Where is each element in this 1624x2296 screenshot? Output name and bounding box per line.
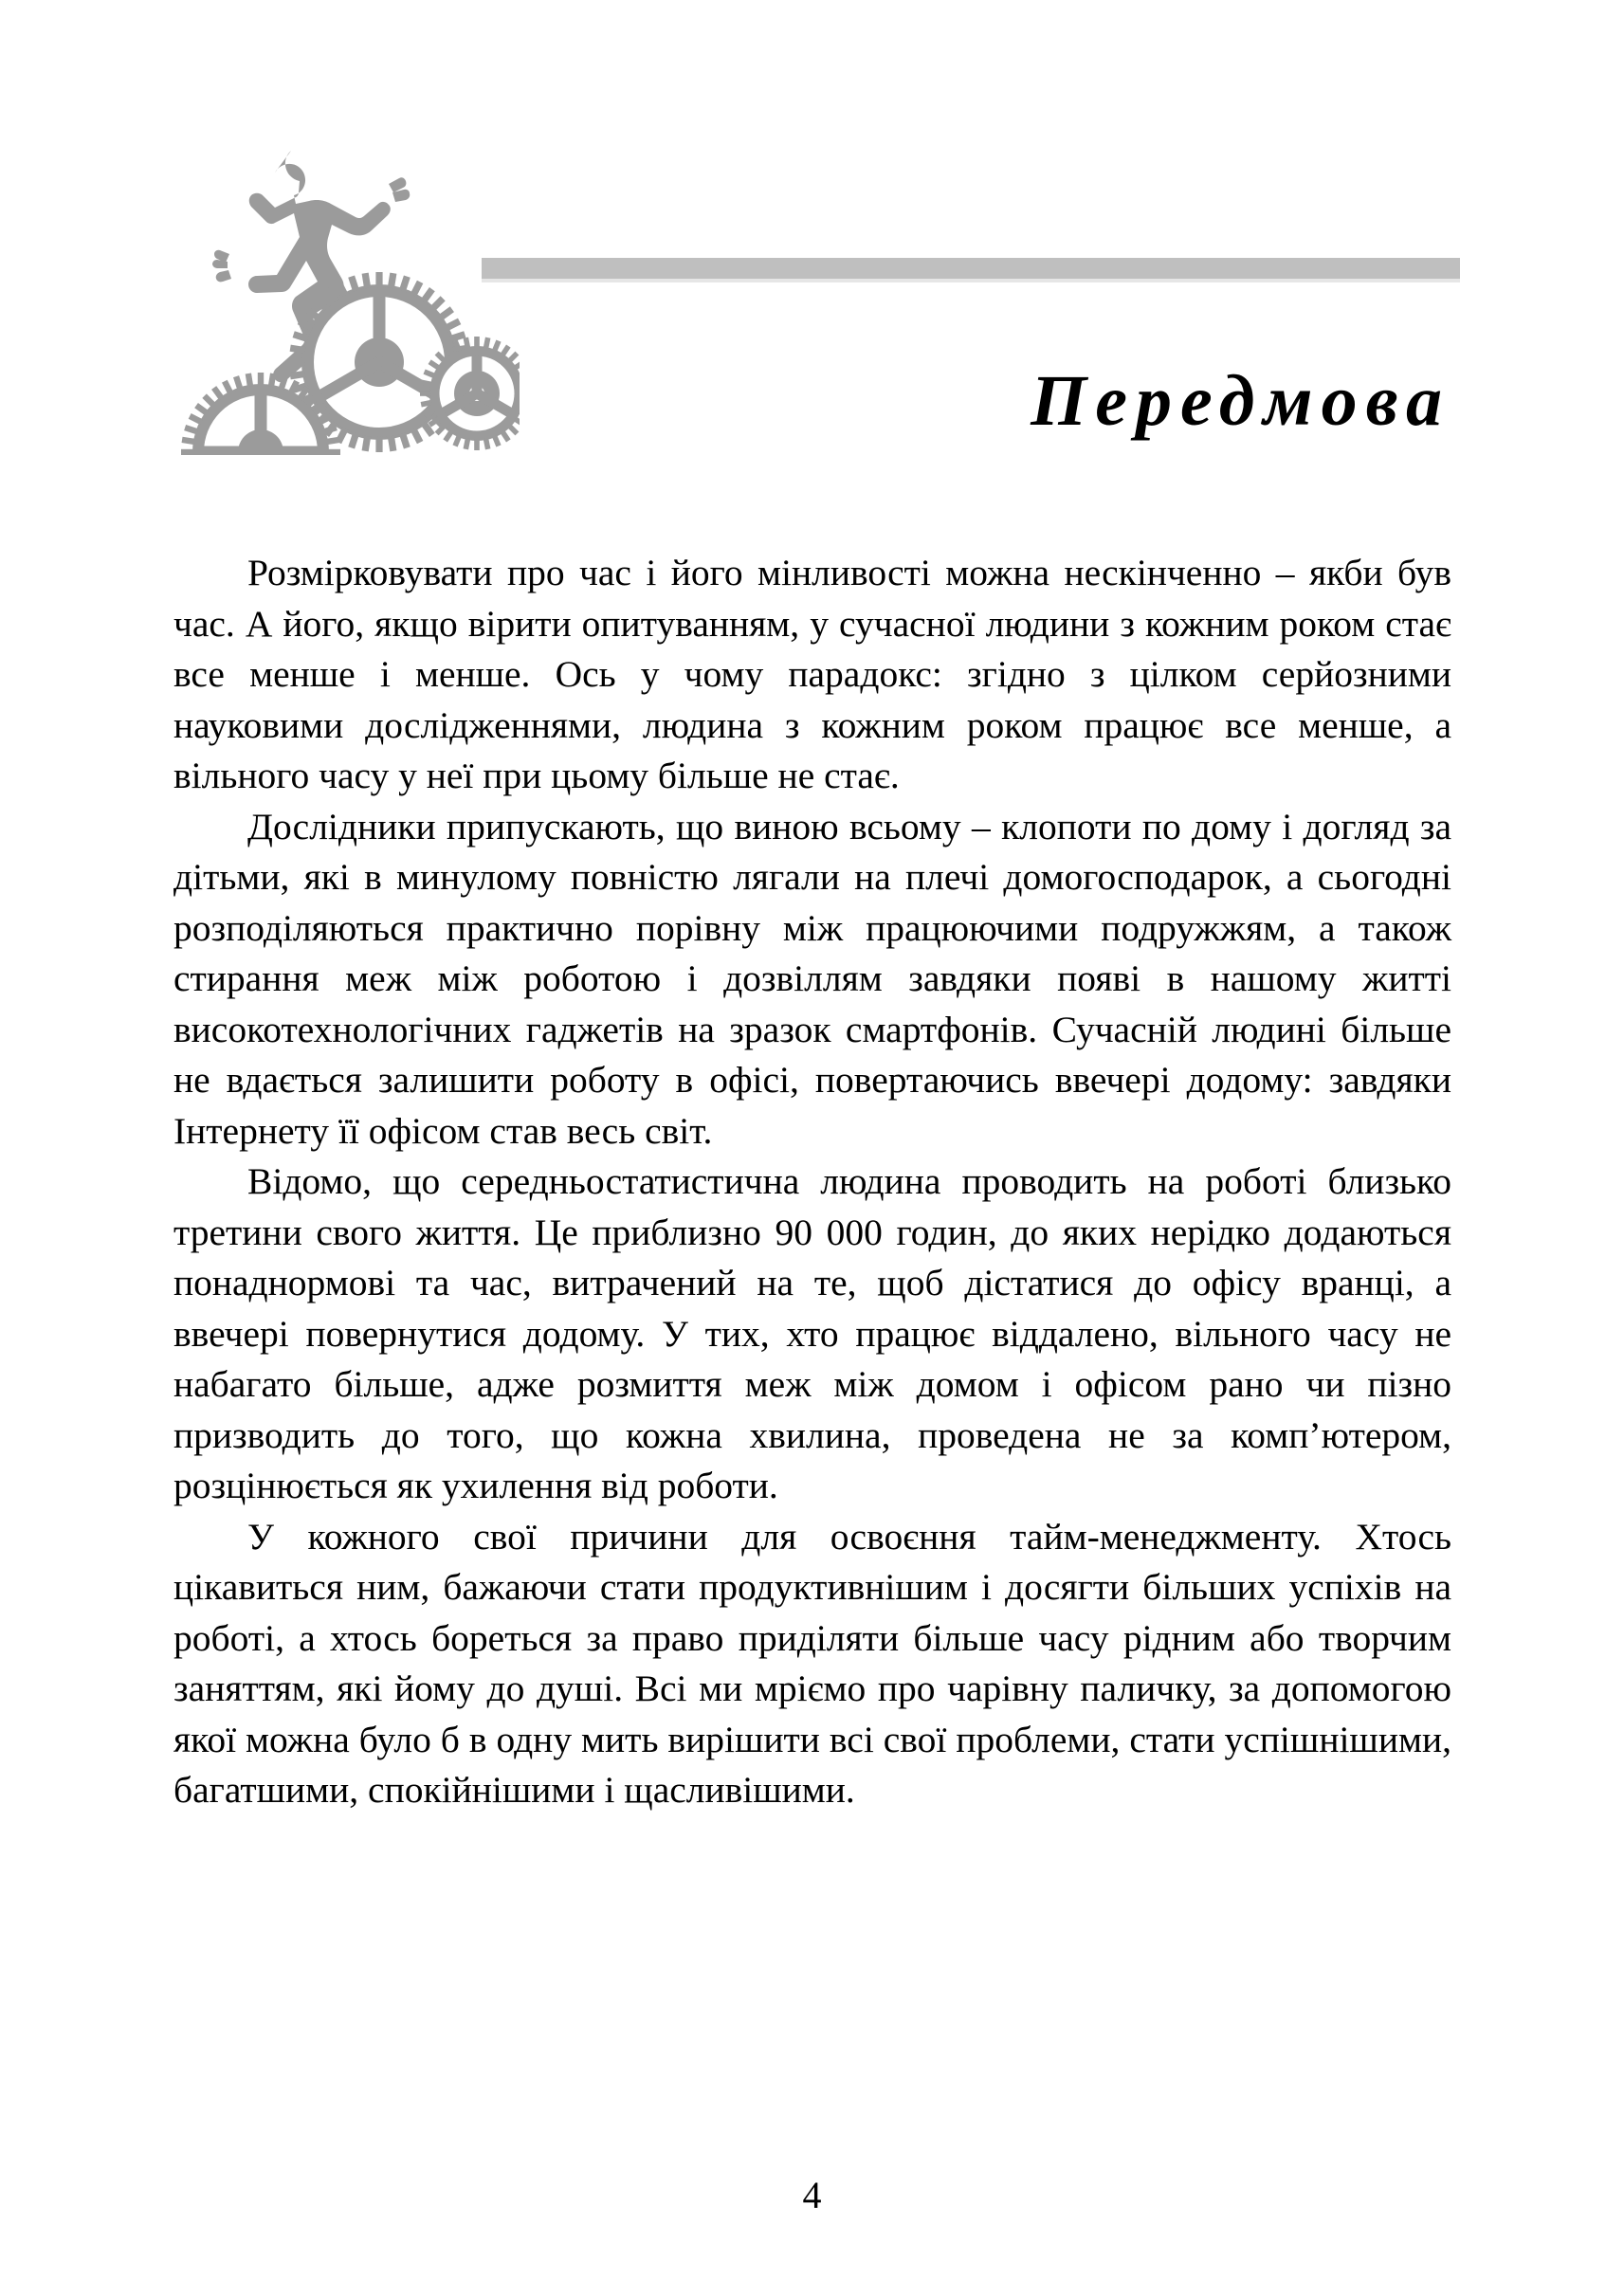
paragraph: Відомо, що середньостатистична людина проводить на роботі близько третини свого життя. Це приблизно 90 000 годин, до яких нерідко додаються понаднормові та час, витрачений на те, щоб дістатися до офісу вранці, а ввечері повернутися додому. У тих, хто працює віддалено, вільного часу не набагато більше, адже розмиття меж між домом і офісом рано чи пізно призводить до того, що кожна хвилина, проведена не за комп’ютером, розцінюється як ухилення від роботи. — [173, 1160, 1451, 1506]
page-title: Передмова — [1031, 360, 1451, 441]
paragraph: Дослідники припускають, що виною всьому – клопоти по дому і догляд за дітьми, які в минулому повністю лягали на плечі домогосподарок, а сьогодні розподіляються практично порівну між працюючими подружжям, а також стирання меж між роботою і дозвіллям завдяки появі в нашому житті високотехнологічних гаджетів на зразок смартфонів. Сучасній людині більше не вдається залишити роботу в офісі, повертаючись ввечері додому: завдяки Інтернету її офісом став весь світ. — [173, 805, 1451, 1152]
header-rule — [482, 258, 1460, 279]
body-text — [173, 548, 1451, 1816]
header-ornament — [169, 142, 520, 455]
page-number: 4 — [802, 2174, 822, 2216]
paragraph: Розмірковувати про час і його мінливості можна нескінченно – якби був час. А його, якщо вірити опитуванням, у сучасної людини з кожним роком стає все менше і менше. Ось у чому парадокс: згідно з цілком серйозними науковими дослідженнями, людина з кожним роком працює все менше, а вільного часу у неї при цьому більше не стає. — [173, 552, 1451, 796]
paragraph: У кожного свої причини для освоєння тайм-менеджменту. Хтось цікавиться ним, бажаючи стати продуктивнішим і досягти більших успіхів на роботі, а хтось бореться за право приділяти більше часу рідним або творчим заняттям, які йому до душі. Всі ми мріємо про чарівну паличку, за допомогою якої можна було б в одну мить вирішити всі свої проблеми, стати успішнішими, багатшими, спокійнішими і щасливішими. — [173, 1515, 1451, 1811]
